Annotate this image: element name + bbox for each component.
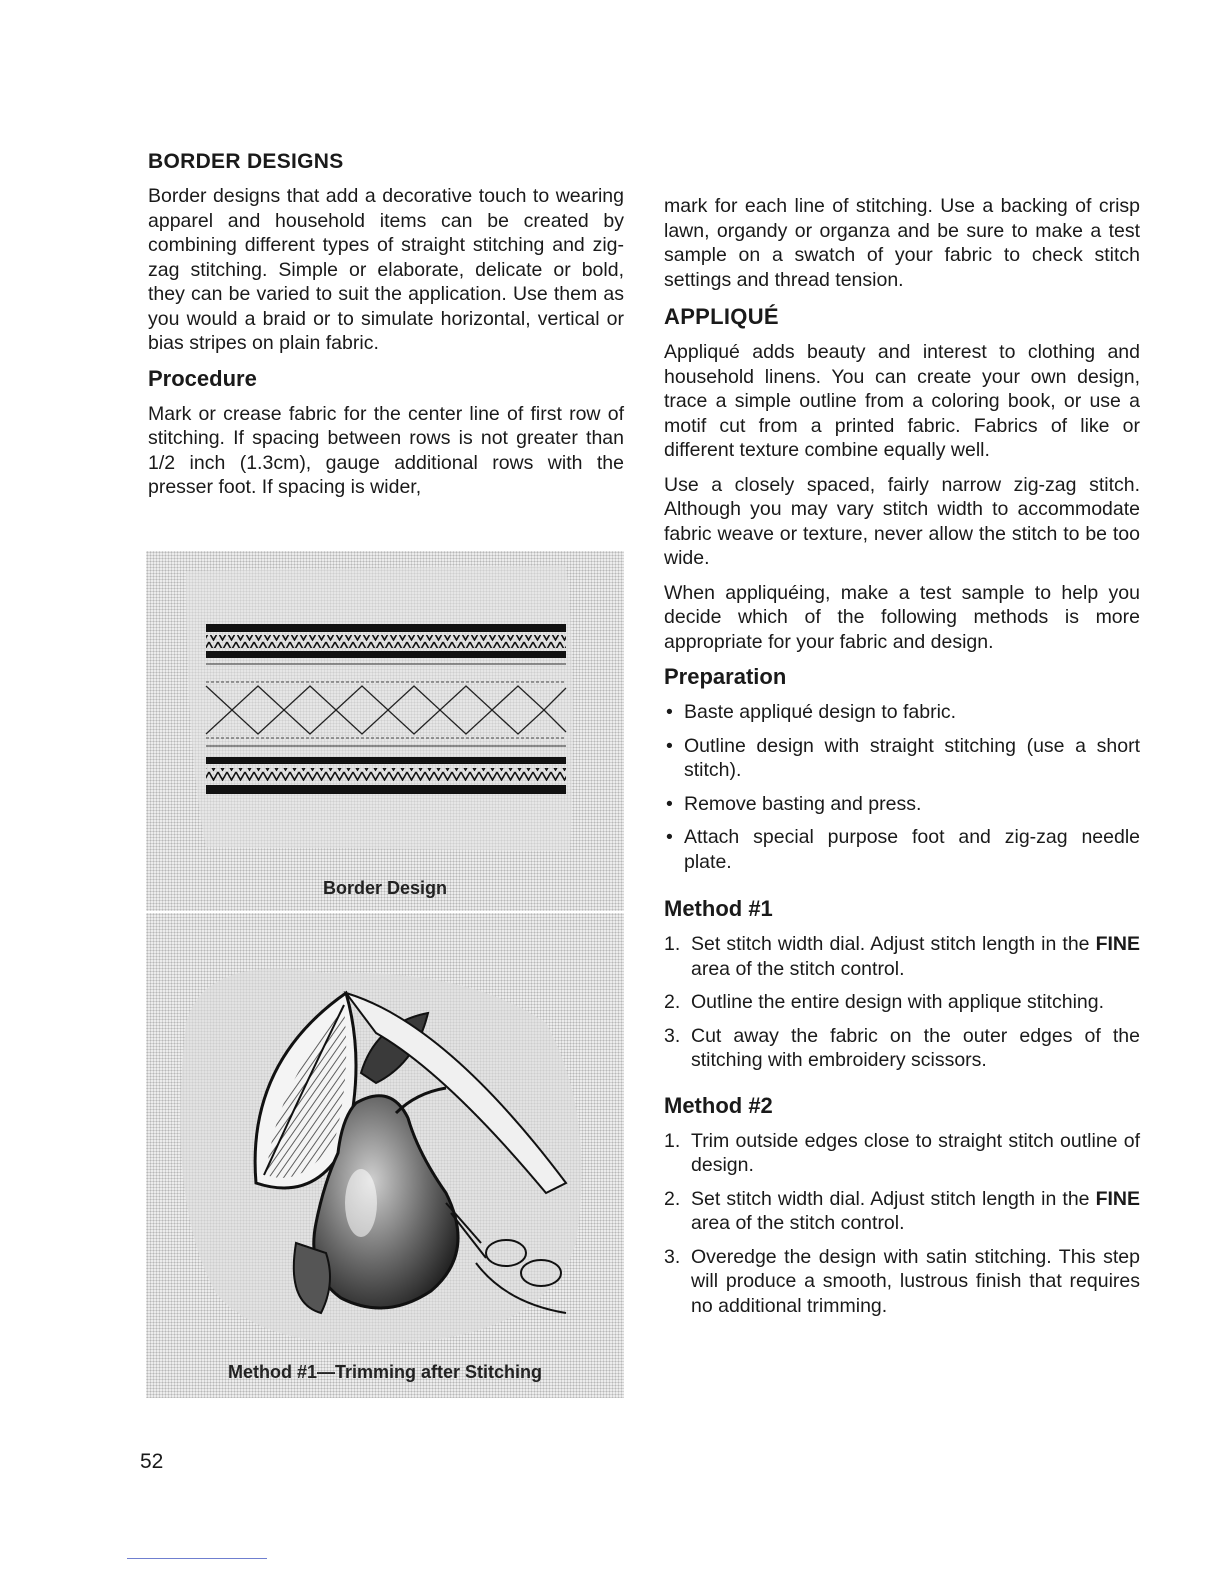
list-item: 2. Outline the entire design with applique stitching. bbox=[664, 991, 1105, 1013]
method2-heading: Method #2 bbox=[664, 1092, 773, 1118]
border-designs-intro: Border designs that add a decorative touch to wearing apparel and household items can be created by combining different types of straight stitching and zig-zag stitching. Simple or elaborate, delicate or bold, they can be varied to suit the application. Use them as you would a braid or to simulate horizontal, vertical or bias stripes on plain fabric. bbox=[148, 185, 624, 354]
page-number: 52 bbox=[140, 1450, 164, 1473]
footer-rule bbox=[127, 1558, 267, 1559]
applique-paragraph-1: Appliqué adds beauty and interest to clothing and household linens. You can create your own design, trace a simple outline from a coloring book, or use a motif cut from a printed fabric. Fabrics of like or different texture combine equally well. bbox=[664, 341, 1140, 461]
method1-steps bbox=[664, 932, 1140, 1073]
preparation-heading: Preparation bbox=[664, 664, 787, 689]
list-item: • Attach special purpose foot and zig-zag needle plate. bbox=[664, 825, 1140, 874]
method2-steps bbox=[664, 1129, 1140, 1319]
list-item: • Baste appliqué design to fabric. bbox=[664, 700, 1140, 725]
border-designs-heading: BORDER DESIGNS bbox=[148, 150, 344, 173]
method1-caption: Method #1—Trimming after Stitching bbox=[227, 1362, 543, 1382]
procedure-text: Mark or crease fabric for the center line of first row of stitching. If spacing between rows is not greater than 1/2 inch (1.3cm), gauge additional rows with the presser foot. If spacing is wider, bbox=[148, 402, 624, 498]
list-item: 3. Cut away the fabric on the outer edges of the stitching with embroidery scissors. bbox=[664, 1024, 1140, 1071]
method1-heading: Method #1 bbox=[664, 896, 773, 921]
pear-applique-illustration bbox=[146, 913, 624, 1398]
applique-paragraph-2: Use a closely spaced, fairly narrow zig-zag stitch. Although you may vary stitch width to accommodate fabric weave or texture, never allow the stitch to be too wide. bbox=[664, 473, 1140, 569]
list-item: 1. Trim outside edges close to straight stitch outline of design. bbox=[664, 1129, 1140, 1176]
border-design-illustration bbox=[146, 551, 624, 911]
list-item: • Outline design with straight stitching (use a short stitch). bbox=[664, 734, 1140, 783]
procedure-heading: Procedure bbox=[148, 365, 257, 391]
list-item: 1. Set stitch width dial. Adjust stitch length in the FINE area of the stitch control. bbox=[664, 933, 1140, 980]
left-column bbox=[148, 150, 624, 510]
right-column bbox=[664, 194, 1140, 1338]
applique-paragraph-3: When appliquéing, make a test sample to help you decide which of the following methods is more appropriate for your fabric and design. bbox=[664, 581, 1140, 653]
list-item: • Remove basting and press. bbox=[664, 792, 1140, 817]
method1-figure bbox=[146, 913, 624, 1398]
list-item: 3. Overedge the design with satin stitching. This step will produce a smooth, lustrous finish that requires no additional trimming. bbox=[664, 1245, 1140, 1317]
applique-heading: APPLIQUÉ bbox=[664, 304, 779, 329]
border-design-figure bbox=[146, 551, 624, 911]
continued-procedure-text: mark for each line of stitching. Use a backing of crisp lawn, organdy or organza and be sure to make a test sample on a swatch of your fabric to check stitch settings and thread tension. bbox=[664, 195, 1140, 291]
list-item: 2. Set stitch width dial. Adjust stitch length in the FINE area of the stitch control. bbox=[664, 1187, 1140, 1234]
preparation-list bbox=[664, 700, 1140, 874]
border-design-caption: Border Design bbox=[322, 878, 448, 898]
